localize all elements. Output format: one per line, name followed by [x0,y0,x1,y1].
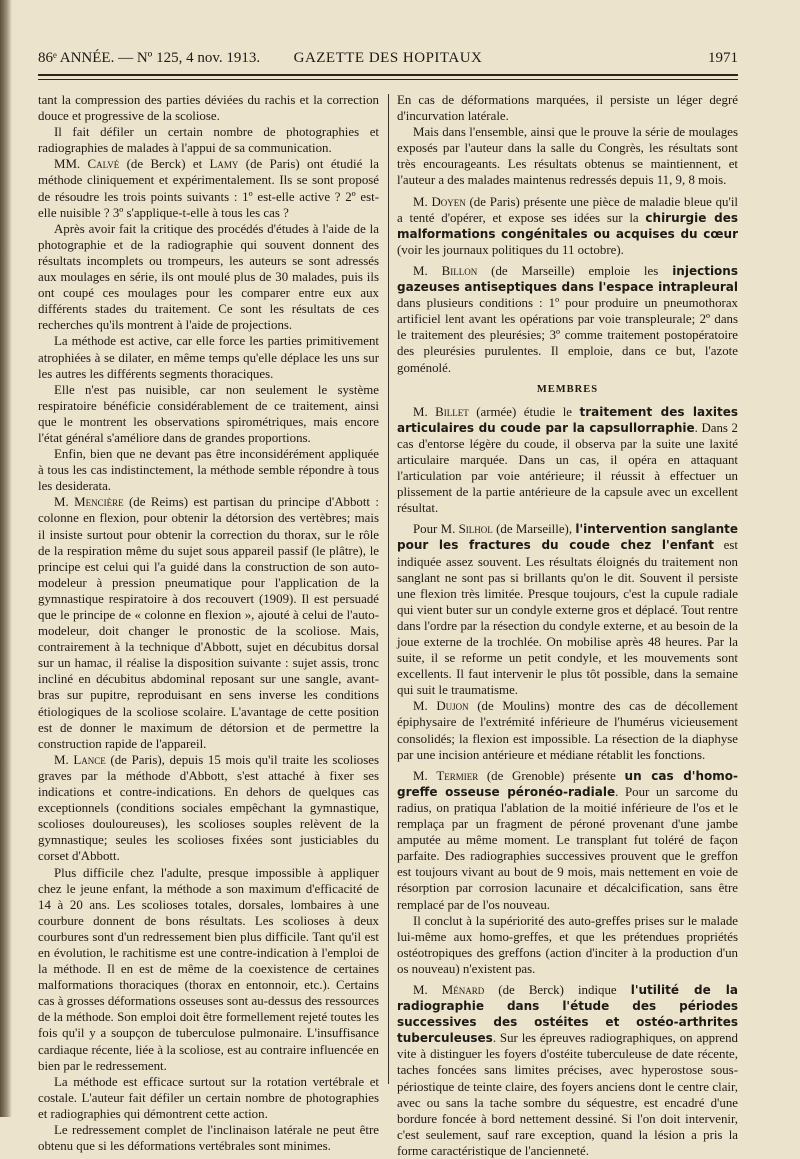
paragraph: La méthode est efficace surtout sur la rotation vertébrale et costale. L'auteur fait défiler un certain nombre de photographies et radiographies qui démontrent cette action. [38,1074,379,1121]
paragraph: M. Billet (armée) étudie le traitement des laxites articulaires du coude par la capsullorraphie. Dans 2 cas d'entorse légère du coude, il observa par la suite une laxité articulaire marquée. Dans un cas, il opéra en attaquant l'articulation par voie antérieure; il réussit à effectuer un plissement de la partie antérieure de la capsule avec un excellent résultat. [397,404,738,516]
paragraph: La méthode est active, car elle force les parties primitivement atrophiées à se dilater, en même temps qu'elle déplace les uns sur les autres les différents segments thoraciques. [38,334,379,381]
topic-highlight: un cas d'homo-greffe osseuse péronéo-radiale [397,768,738,799]
paragraph: M. Mencière (de Reims) est partisan du principe d'Abbott : colonne en flexion, pour obtenir la détorsion des vertèbres; mais il insiste surtout pour obtenir la correction du thorax, sur le rôle de la respiration même du sujet sous appareil passif (le plâtre), le principe est celui qui l'a guidé dans la construction de son auto-modeleur à pression pneumatique pour l'application de la gymnastique respiratoire à dos recouvert (1909). Il est persuadé que le principe de « colonne en flexion », ajouté à celui de l'auto-modeleur, doit changer le pronostic de la scoliose. Mais, contrairement à la technique d'Abbott, sujet en décubitus dorsal sur un hamac, il réalise la disposition suivante : sujet assis, tronc incliné en décubitus abdominal reposant sur une sangle, avant-bras sur pupitre, reproduisant en sens inverse les conditions étiologiques de la scoliose scolaire. L'avantage de cette position est de donner le maximum de détorsion et de permettre la construction rapide de l'appareil. [38,495,379,751]
author-name: Silhol [458,522,493,537]
paragraph: MM. Calvé (de Berck) et Lamy (de Paris) ont étudié la méthode cliniquement et expérimentalement. Ils se sont proposé de résoudre les trois points suivants : 1º est-elle active ? 2º est-elle nuisible ? 3º s'applique-t-elle à tous les cas ? [38,157,379,220]
author-name: Calvé [87,157,120,172]
section-heading: MEMBRES [536,383,599,395]
author-name: Mencière [74,495,124,510]
paragraph: Pour M. Silhol (de Marseille), l'intervention sanglante pour les fractures du coude chez l'enfant est indiquée assez souvent. Les résultats éloignés du traitement non sanglant ne sont pas si brillants qu'on le dit. Souvent il persiste une flexion très limitée. Presque toujours, c'est la cupule radiale qui vient buter sur un condyle externe gros et déplacé. Tout rentre dans l'ordre par la résection du condyle externe, et au besoin de la joue externe de la trochlée. On mobilise après 48 heures. Par la suite, il se reforme un petit condyle, et les mouvements sont excellents. Il faut intervenir le plus tôt possible, dans la semaine qui suit le traumatisme. [397,522,739,698]
topic-highlight: traitement des laxites articulaires du coude par la capsullorraphie [397,404,738,435]
paragraph: Il fait défiler un certain nombre de photographies et radiographies de malades à l'appui de sa communication. [38,125,379,156]
left-column [38,92,379,1154]
running-header [38,50,738,70]
author-name: Billon [441,263,478,278]
right-column [397,92,739,1158]
paragraph: En cas de déformations marquées, il persiste un léger degré d'incurvation latérale. [397,93,738,124]
paragraph: Enfin, bien que ne devant pas être inconsidérément appliquée à tous les cas indistinctement, la méthode semble répondre à tous les desiderata. [38,447,379,494]
paragraph: Elle n'est pas nuisible, car non seulement le système respiratoire bénéficie considérablement de ce traitement, ainsi que le montrent les observations spirométriques, mais encore l'état général s'améliore dans de grandes proportions. [38,382,379,445]
journal-title: GAZETTE DES HOPITAUX [293,50,483,66]
author-name: Doyen [431,194,466,209]
author-name: Lamy [209,157,239,172]
author-name: Ménard [441,982,485,997]
author-name: Termier [436,768,479,783]
topic-highlight: l'utilité de la radiographie dans l'étude des périodes successives des ostéites et ostéo-arthrites tuberculeuses [397,982,738,1046]
paragraph: Il conclut à la supériorité des auto-greffes prises sur le malade lui-même aux homo-greffes, et que les prétendues propriétés ostéotropiques des greffons (action d'inciter à la production d'un os nouveau) n'existent pas. [397,913,738,976]
header-rule-thick [38,74,738,76]
paragraph: Plus difficile chez l'adulte, presque impossible à appliquer chez le jeune enfant, la méthode a son maximum d'efficacité de 14 à 20 ans. Les scolioses totales, dorsales, lombaires à une courbure donnent de bons résultats. Les scolioses à deux courbures sont d'un redressement bien plus difficile. Tant qu'il est en évolution, le rachitisme est une contre-indication à l'emploi de la méthode. Il en est de même de la coexistence de certaines malformations thoraciques (thorax en entonnoir, etc.). Certains cas à grosses déformations osseuses sont au-dessus des ressources de la méthode. Son emploi doit être formellement rejeté toutes les fois qu'il y a soupçon de tuberculose pulmonaire. L'insuffisance cardiaque récente, liée à la scoliose, est au contraire influencée en bien par le redressement. [38,865,379,1073]
paragraph: tant la compression des parties déviées du rachis et la correction douce et progressive de la scoliose. [38,93,379,124]
page-binding-edge [0,0,12,1117]
author-name: Dujon [436,699,469,714]
paragraph: M. Billon (de Marseille) emploie les injections gazeuses antiseptiques dans l'espace intrapleural dans plusieurs conditions : 1º pour produire un pneumothorax artificiel lent avant les opérations par voie transpleurale; 2º dans le traitement des pleurésies; 3º comme traitement postopératoire des pleurésies purulentes. Il emploie, dans ce but, l'azote goménolé. [397,263,738,375]
issue-info: 86ᵉ ANNÉE. — Nº 125, 4 nov. 1913. [38,50,261,66]
paragraph: Après avoir fait la critique des procédés d'études à l'aide de la photographie et de la radiographie qui souvent donnent des résultats incomplets ou trompeurs, les auteurs se sont adressés aux moulages en série, ils ont moulé plus de 30 malades, puis ils ont coupé ces moulages pour les comparer entre eux aux différents stades du traitement. Ce sont les résultats de ces recherches qu'ils montrent à l'aide de projections. [38,221,379,333]
topic-highlight: chirurgie des malformations congénitales ou acquises du cœur [397,210,738,241]
paragraph: M. Termier (de Grenoble) présente un cas d'homo-greffe osseuse péronéo-radiale. Pour un sarcome du radius, on pratiqua l'ablation de la moitié inférieure de l'os et le remplaça par un fragment de péroné provenant d'une jambe amputée au même moment. Le transplant fut toléré de façon parfaite. Des radiographies successives prouvent que le greffon est toujours vivant au bout de 9 mois, mais nettement en voie de résorption par corrosion lacunaire et décalcification, sans être remplacé par de l'os nouveau. [397,768,738,912]
topic-highlight: l'intervention sanglante pour les fractures du coude chez l'enfant [397,522,739,553]
paragraph: M. Lance (de Paris), depuis 15 mois qu'il traite les scolioses graves par la méthode d'Abbott, s'est attaché à fixer ses indications et contre-indications. En dehors de quelques cas exceptionnels (conditions sociales empêchant la gymnastique, scolioses douloureuses), les scolioses souples relèvent de la gymnastique; seules les scolioses fixées sont justiciables du corset d'Abbott. [38,752,379,864]
column-divider [388,94,389,1084]
paragraph: M. Doyen (de Paris) présente une pièce de maladie bleue qu'il a tenté d'opérer, et expose ses idées sur la chirurgie des malformations congénitales ou acquises du cœur (voir les journaux politiques du 11 octobre). [397,194,738,257]
paragraph: Le redressement complet de l'inclinaison latérale ne peut être obtenu que si les déformations vertébrales sont minimes. [38,1123,379,1154]
paragraph: M. Dujon (de Moulins) montre des cas de décollement épiphysaire de l'extrémité inférieure de l'humérus vicieusement consolidés; la flexion est impossible. La résection de la diaphyse par une incision antérieure et médiane rétablit les fonctions. [397,699,738,762]
paragraph: M. Ménard (de Berck) indique l'utilité de la radiographie dans l'étude des périodes successives des ostéites et ostéo-arthrites tuberculeuses. Sur les épreuves radiographiques, on apprend vite à distinguer les foyers d'ostéite tuberculeuse de date récente, taches foncées sans limites précises, avec hyperostose sous-périostique de teinte claire, des foyers anciens dont le centre clair, avec ou sans la tache sombre du séquestre, est encadré d'une bordure foncée à bord nettement dessiné. Si l'on doit intervenir, c'est seulement, sauf rare exception, quand la lésion a pris la forme caractéristique de l'ancienneté. [397,982,738,1158]
page-number: 1971 [708,50,738,66]
author-name: Billet [435,404,469,419]
paragraph: Mais dans l'ensemble, ainsi que le prouve la série de moulages exposés par l'auteur dans la salle du Congrès, les résultats sont très encourageants. Les résultats obtenus se maintiennent, et l'auteur a des malades maintenus redressés depuis 11, 9, 8 mois. [397,125,738,188]
author-name: Lance [73,752,106,767]
topic-highlight: injections gazeuses antiseptiques dans l'espace intrapleural [397,263,738,295]
header-rule-thin [38,79,738,80]
